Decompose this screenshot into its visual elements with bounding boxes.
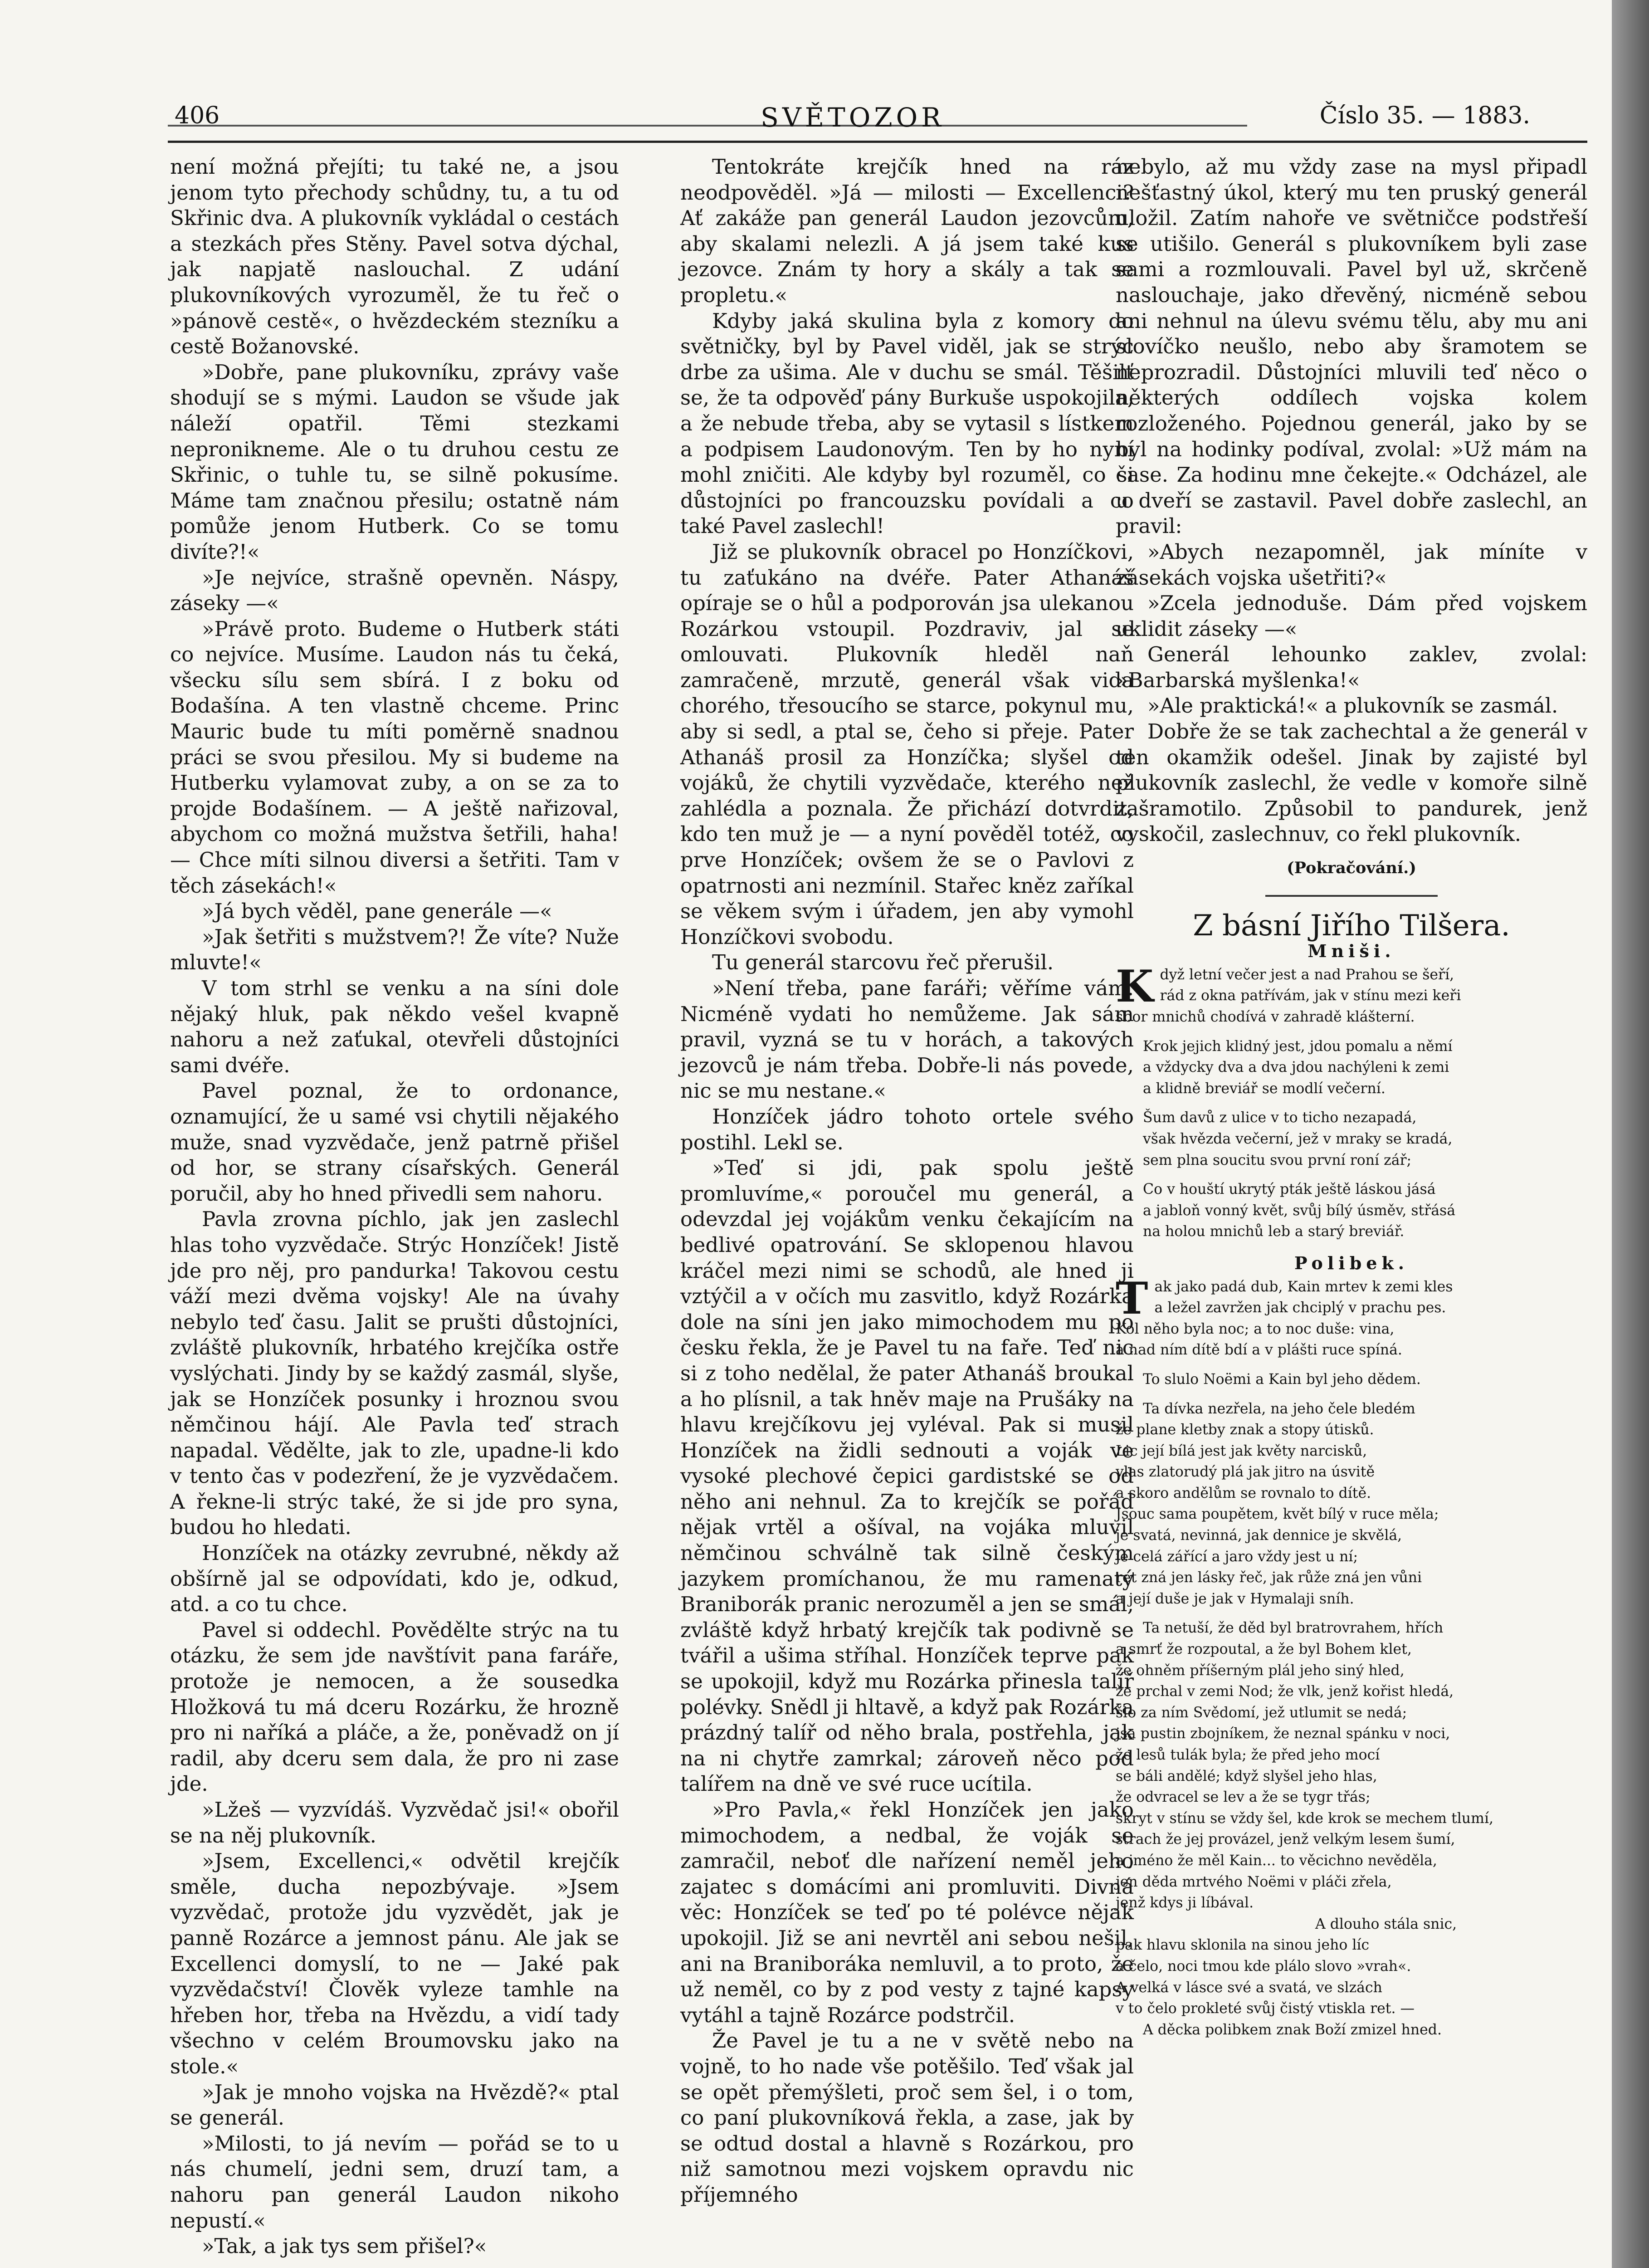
verse-line: že prchal v zemi Nod; že vlk, jenž kořist hledá, (1116, 1683, 1454, 1700)
verse-line: se báli andělé; když slyšel jeho hlas, (1116, 1768, 1377, 1784)
verse-line: jsa pustin zbojníkem, že neznal spánku v noci, (1116, 1725, 1450, 1742)
paragraph: »Jsem, Excellenci,« odvětil krejčík směle, ducha nepozbývaje. »Jsem vyzvědač, protože jdu vyzvědět, jak je panně Rozárce a jemnost pánu. Ale jak se Excellenci domyslí, to ne — Jaké pak vyzvědačství! Člověk vyleze tamhle na hřeben hor, třeba na Hvězdu, a vidí tady všechno v celém Broumovsku jako na stole.« (170, 1849, 619, 2078)
paragraph: »Tak, a jak tys sem přišel?« (202, 2234, 487, 2258)
continuation-note: (Pokračování.) (1287, 859, 1416, 878)
verse-line: a jabloň vonný květ, svůj bílý úsměv, střásá (1143, 1202, 1456, 1219)
verse-line: že ohněm příšerným plál jeho siný hled, (1116, 1662, 1405, 1679)
journal-title: SVĚTOZOR (761, 102, 945, 133)
paragraph: Pavel poznal, že to ordonance, oznamující, že u samé vsi chytili nějakého muže, snad vyzvědače, jenž patrně přišel od hor, se strany císařských. Generál poručil, aby ho hned přivedli sem nahoru. (170, 1079, 619, 1206)
paragraph: nebylo, až mu vždy zase na mysl připadl nešťastný úkol, který mu ten pruský generál uložil. Zatím nahoře ve světničce podstřeší se utišilo. Generál s plukovníkem byli zase sami a rozmlouvali. Pavel byl už, skrčeně naslouchaje, jako dřevěný, nicméně sebou ani nehnul na úlevu svému tělu, aby mu ani slovíčko neušlo, nebo aby šramotem se neprozradil. Důstojníci mluvili teď něco o některých oddílech vojska kolem rozloženého. Pojednou generál, jako by se byl na hodinky podíval, zvolal: »Už mám na čase. Za hodinu mne čekejte.« Odcházel, ale u dveří se zastavil. Pavel dobře zaslechl, an pravil: (1116, 155, 1587, 538)
paragraph: »Jak šetřiti s mužstvem?! Že víte? Nuže mluvte!« (170, 924, 619, 975)
paragraph: Tu generál starcovu řeč přerušil. (712, 950, 1054, 975)
paragraph: Že Pavel je tu a ne v světě nebo na vojně, to ho nade vše potěšilo. Teď však jal se opět přemýšleti, proč sem šel, i o tom, co paní plukovníková řekla, a zase, jak by se odtud dostal a hlavně s Rozárkou, pro niž samotnou mezi vojskem opravdu nic příjemného (680, 2028, 1134, 2207)
verse-line: rád z okna patřívám, jak v stínu mezi keři (1160, 987, 1461, 1004)
paragraph: Již se plukovník obracel po Honzíčkovi, tu zaťukáno na dvéře. Pater Athanáš opíraje se o hůl a podporován jsa ulekanou Rozárkou vstoupil. Pozdraviv, jal se omlouvati. Plukovník hleděl naň zamračeně, mrzutě, generál však vida chorého, třesoucího se starce, pokynul mu, aby si sedl, a ptal se, čeho si přeje. Pater Athanáš prosil za Honzíčka; slyšel od vojáků, že chytili vyzvědače, kterého než zahlédla a poznala. Že přichází dotvrdit, kdo ten muž je — a nyní pověděl totéž, co prve Honzíček; ovšem že se o Pavlovi z opatrnosti ani nezmínil. Stařec kněz zaříkal se věkem svým i úřadem, jen aby vymohl Honzíčkovi svobodu. (680, 539, 1134, 949)
verse-line: je svatá, nevinná, jak dennice je skvělá, (1116, 1527, 1402, 1544)
verse-line: a ležel zavržen jak chciplý v prachu pes. (1154, 1300, 1446, 1316)
drop-cap: K (1116, 960, 1154, 1012)
verse-line: ret zná jen lásky řeč, jak růže zná jen vůni (1116, 1569, 1422, 1586)
paragraph: V tom strhl se venku a na síni dole nějaký hluk, pak někdo vešel kvapně nahoru a než zaťukal, otevřeli důstojníci sami dvéře. (170, 976, 619, 1077)
verse-line: však hvězda večerní, jež v mraky se kradá, (1143, 1130, 1453, 1147)
verse-line: a smrť že rozpoutal, a že byl Bohem klet, (1116, 1641, 1412, 1658)
paragraph: Pavla zrovna píchlo, jak jen zaslechl hlas toho vyzvědače. Strýc Honzíček! Jistě jde pro něj, pro pandurka! Takovou cestu váží mezi dvěma vojsky! Ale na úvahy nebylo teď času. Jalit se prušti důstojníci, zvláště plukovník, hrbatého krejčíka ostře vyslýchati. Jindy by se každý zasmál, slyše, jak se Honzíček posunky i hroznou svou němčinou hájí. Ale Pavla teď strach napadal. Vědělte, jak to zle, upadne-li kdo v tento čas v podezření, že je vyzvědačem. A řekne-li strýc také, že si jde pro syna, budou ho hledati. (170, 1207, 619, 1540)
paragraph: »Pro Pavla,« řekl Honzíček jen jako mimochodem, a nedbal, že voják se zamračil, neboť dle nařízení neměl jeho zajatec s domácími ani promluviti. Divná věc: Honzíček se teď po té polévce nějak upokojil. Již se ani nevrtěl ani sebou nešil, ani na Braniboráka nemluvil, a to proto, že už neměl, co by z pod vesty z tajné kapsy vytáhl a tajně Rozárce podstrčil. (680, 1798, 1134, 2027)
paragraph: Honzíček jádro tohoto ortele svého postihl. Lekl se. (680, 1104, 1134, 1154)
verse-line: skryt v stínu se vždy šel, kde krok se mechem tlumí, (1116, 1810, 1494, 1827)
paragraph: »Ale praktická!« a plukovník se zasmál. (1147, 694, 1558, 718)
paragraph: »Já bych věděl, pane generále —« (202, 899, 552, 924)
paragraph: Kdyby jaká skulina byla z komory do světničky, byl by Pavel viděl, jak se strýc drbe za ušima. Ale v duchu se smál. Těšilť se, že ta odpověď pány Burkuše uspokojila, a že nebude třeba, aby se vytasil s lístkem a podpisem Laudonovým. Ten by ho nyní mohl zničiti. Ale kdyby byl rozuměl, co si důstojníci po francouzsku povídali a co také Pavel zaslechl! (680, 308, 1134, 538)
top-edge-rule (168, 125, 1247, 127)
verse-line: To slulo Noëmi a Kain byl jeho dědem. (1143, 1371, 1421, 1388)
verse-line: a čelo, noci tmou kde plálo slovo »vrah«. (1116, 1958, 1411, 1975)
paragraph: není možná přejíti; tu také ne, a jsou jenom tyto přechody schůdny, tu, a tu od Skřinic dva. A plukovník vykládal o cestách a stezkách přes Stěny. Pavel sotva dýchal, jak napjatě naslouchal. Z udání plukovníkových vyrozuměl, že tu řeč o »pánově cestě«, o hvězdeckém stezníku a cestě Božanovské. (170, 155, 619, 359)
poem-title-mnisi: Mniši. (1307, 941, 1395, 962)
paragraph: »Lžeš — vyzvídáš. Vyzvědač jsi!« obořil se na něj plukovník. (170, 1798, 619, 1848)
verse-line: A dlouho stála snic, (1315, 1916, 1457, 1932)
header-rule (168, 141, 1587, 143)
paragraph: »Dobře, pane plukovníku, zprávy vaše shodují se s mými. Laudon se všude jak náleží opatřil. Těmi stezkami nepronikneme. Ale o tu druhou cestu ze Skřinic, o tuhle tu, se silně pokusíme. Máme tam značnou přesilu; ostatně nám pomůže jenom Hutberk. Co se tomu divíte?!« (170, 360, 619, 564)
poem-mnisi (1116, 960, 1587, 1242)
verse-line: jen děda mrtvého Noëmi v pláči zřela, (1116, 1873, 1392, 1890)
stanza-break (1116, 1609, 1587, 1618)
poems-heading: Z básní Jiřího Tilšera. (1193, 909, 1510, 943)
paragraph: Dobře že se tak zachechtal a že generál v ten okamžik odešel. Jinak by zajisté byl plukovník zaslechl, že vedle v komoře silně zašramotilo. Způsobil to pandurek, jenž vyskočil, zaslechnuv, co řekl plukovník. (1116, 719, 1587, 846)
column-1 (170, 154, 619, 2259)
verse-line: Krok jejich klidný jest, jdou pomalu a němí (1143, 1038, 1453, 1055)
verse-line: že plane kletby znak a stopy útisků. (1116, 1422, 1374, 1438)
verse-line: a jméno že měl Kain... to věcichno nevěděla, (1116, 1852, 1437, 1869)
paragraph: »Abych nezapomněl, jak míníte v zásekách vojska ušetřiti?« (1116, 539, 1587, 590)
verse-line: Ta netuší, že děd byl bratrovrahem, hřích (1143, 1620, 1444, 1637)
paragraph: »Milosti, to já nevím — pořád se to u nás chumelí, jedni sem, druzí tam, a nahoru pan generál Laudon nikoho nepustí.« (170, 2131, 619, 2233)
verse-line: a vždycky dva a dva jdou nachýleni k zemi (1143, 1059, 1449, 1076)
verse-line: pak hlavu sklonila na sinou jeho líc (1116, 1937, 1370, 1954)
verse-line: vlas zlatorudý plá jak jitro na úsvitě (1116, 1464, 1375, 1481)
verse-line: dyž letní večer jest a nad Prahou se šeří, (1160, 966, 1454, 983)
paragraph: Generál lehounko zaklev, zvolal: »Barbarská myšlenka!« (1116, 642, 1587, 692)
verse-line: A děcka polibkem znak Boží zmizel hned. (1143, 2021, 1442, 2038)
verse-line: že lesů tulák byla; že před jeho mocí (1116, 1747, 1380, 1763)
paragraph: Tentokráte krejčík hned na ráz neodpověděl. »Já — milosti — Excellenci? Ať zakáže pan generál Laudon jezovcům, aby skalami nelezli. A já jsem také kus jezovce. Znám ty hory a skály a tak se propletu.« (680, 155, 1134, 307)
stanza-break (1116, 1028, 1587, 1036)
stanza-break (1116, 1361, 1587, 1369)
column-3 (1116, 154, 1587, 2040)
spacer (1116, 1242, 1587, 1251)
verse-line: Šum davů z ulice v to ticho nezapadá, (1143, 1110, 1417, 1126)
paragraph: »Jak je mnoho vojska na Hvězdě?« ptal se generál. (170, 2080, 619, 2130)
paragraph: »Zcela jednoduše. Dám před vojskem uklidit záseky —« (1116, 591, 1587, 641)
verse-line: sbor mnichů chodívá v zahradě klášterní. (1116, 1009, 1415, 1025)
drop-cap: T (1116, 1272, 1148, 1324)
verse-line: sem plna soucitu svou první roní zář; (1143, 1152, 1412, 1168)
verse-line: strach že jej provázel, jenž velkým lesem šumí, (1116, 1831, 1455, 1848)
poem-title-polibek: Polibek. (1294, 1252, 1409, 1273)
verse-line: v to čelo prokleté svůj čistý vtiskla ret. — (1116, 2000, 1415, 2017)
poem-polibek (1116, 1272, 1587, 2041)
section-divider (1265, 895, 1438, 897)
paragraph: »Není třeba, pane faráři; věříme vám. Nicméně vydati ho nemůžeme. Jak sám pravil, vyzná se tu v horách, a takových jezovců je nám třeba. Dobře-li nás povede, nic se mu nestane.« (680, 976, 1134, 1103)
verse-line: Co v houští ukrytý pták ještě láskou jásá (1143, 1181, 1436, 1198)
stanza-break (1116, 1171, 1587, 1179)
verse-line: ak jako padá dub, Kain mrtev k zemi kles (1154, 1278, 1453, 1295)
stanza-break (1116, 1390, 1587, 1398)
page-number: 406 (175, 102, 220, 129)
book-spine-shadow (1612, 0, 1649, 2268)
verse-line: Lic její bílá jest jak květy narcisků, (1116, 1442, 1367, 1459)
verse-line: a skoro andělům se rovnalo to dítě. (1116, 1485, 1371, 1501)
verse-line: že odvracel se lev a že se tygr třás; (1116, 1789, 1371, 1806)
verse-line: jenž kdys ji líbával. (1116, 1895, 1254, 1911)
verse-line: a její duše je jak v Hymalaji sníh. (1116, 1590, 1354, 1607)
paragraph: Honzíček na otázky zevrubné, někdy až obšírně jal se odpovídati, kdo je, odkud, atd. a co tu chce. (170, 1541, 619, 1617)
paragraph: »Je nejvíce, strašně opevněn. Náspy, záseky —« (170, 565, 619, 616)
verse-line: Kol něho byla noc; a to noc duše: vina, (1116, 1320, 1395, 1337)
verse-line: a nad ním dítě bdí a v plášti ruce spíná. (1116, 1342, 1402, 1359)
column-2 (680, 154, 1134, 2208)
paragraph: Pavel si oddechl. Povědělte strýc na tu otázku, že sem jde navštívit pana faráře, protože je nemocen, a že sousedka Hložková tu má dceru Rozárku, že hrozně pro ni naříká a pláče, a že, poněvadž on jí radil, aby dceru sem dala, že pro ni zase jde. (170, 1618, 619, 1796)
verse-line: šlo za ním Svědomí, jež utlumit se nedá; (1116, 1704, 1407, 1721)
verse-line: Ta dívka nezřela, na jeho čele bledém (1143, 1400, 1415, 1417)
issue-number: Číslo 35. — 1883. (1319, 102, 1530, 129)
verse-line: Jsouc sama poupětem, květ bílý v ruce měla; (1116, 1506, 1439, 1523)
verse-line: A velká v lásce své a svatá, ve slzách (1116, 1979, 1382, 1996)
verse-line: na holou mnichů leb a starý breviář. (1143, 1223, 1405, 1240)
verse-line: je celá zářící a jaro vždy jest u ní; (1116, 1548, 1358, 1565)
verse-line: a klidně breviář se modlí večerní. (1143, 1080, 1386, 1097)
paragraph: »Právě proto. Budeme o Hutberk státi co nejvíce. Musíme. Laudon nás tu čeká, všecku sílu sem sbírá. I z boku od Bodašína. A ten vlastně chceme. Princ Mauric bude tu míti poměrně snadnou práci se svou přesilou. My si budeme na Hutberku vylamovat zuby, a on se za to projde Bodašínem. — A ještě nařizoval, abychom co možná mužstva šetřili, haha! — Chce míti silnou diversi a šetřiti. Tam v těch zásekách!« (170, 616, 619, 898)
paragraph: »Teď si jdi, pak spolu ještě promluvíme,« poroučel mu generál, a odevzdal jej vojákům venku čekajícím na bedlivé opatrování. Se sklopenou hlavou kráčel mezi nimi se schodů, ale hned ji vztýčil a v očích mu zasvitlo, když Rozárka dole na síni jen jako mimochodem mu po česku řekla, že je Pavel tu na faře. Teď nic si z toho nedělal, že pater Athanáš broukal a ho plísnil, a tak hněv maje na Prušáky na hlavu krejčíkovu jej vyléval. Pak si musil Honzíček na židli sednouti a voják ve vysoké plechové čepici gardistské se od něho ani nehnul. Za to krejčík se pořád nějak vrtěl a ošíval, na vojáka mluvil němčinou schválně tak silně českým jazykem promíchanou, že mu ramenatý Braniborák pranic nerozuměl a jen se smál, zvláště když hrbatý krejčík tak podivně se tvářil a ušima stříhal. Honzíček teprve pak se upokojil, když mu Rozárka přinesla talíř polévky. Snědl ji hltavě, a když pak Rozárka prázdný talíř od něho brala, postřehla, jak na ni chytře zamrkal; zároveň něco pod talířem na dně ve své ruce ucítila. (680, 1156, 1134, 1796)
stanza-break (1116, 1099, 1587, 1107)
